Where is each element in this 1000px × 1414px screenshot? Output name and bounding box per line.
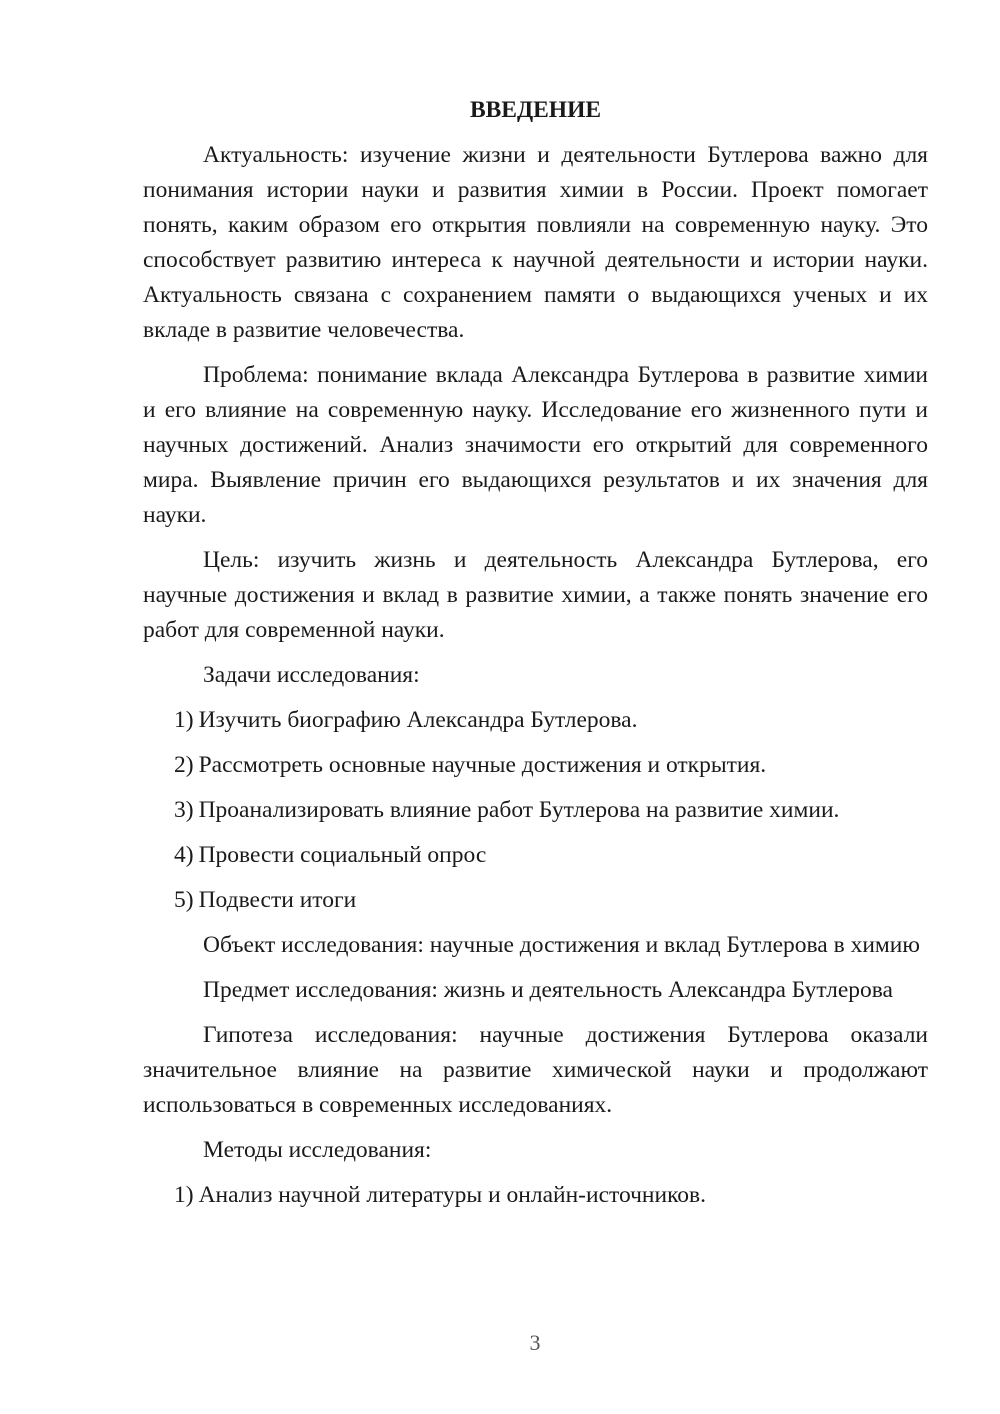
subject-paragraph: Предмет исследования: жизнь и деятельность Александра Бутлерова <box>203 977 893 1003</box>
list-item-text: Проанализировать влияние работ Бутлерова на развитие химии. <box>198 797 840 823</box>
object-paragraph: Объект исследования: научные достижения и вклад Бутлерова в химию <box>203 932 920 958</box>
list-item <box>143 1178 928 1213</box>
problem-paragraph: Проблема: понимание вклада Александра Бутлерова в развитие химии и его влияние на современную науку. Исследование его жизненного пути и научных достижений. Анализ значимости его открытий для современного мира. Выявление причин его выдающихся результатов и их значения для науки. <box>143 362 928 528</box>
list-item-text: Провести социальный опрос <box>198 842 487 868</box>
methods-list <box>143 1178 928 1213</box>
list-item-text: Рассмотреть основные научные достижения и открытия. <box>198 752 767 778</box>
list-item-number: 5) <box>174 887 194 913</box>
tasks-label: Задачи исследования: <box>203 662 420 688</box>
list-item <box>143 793 928 828</box>
tasks-list <box>143 703 928 918</box>
list-item <box>143 838 928 873</box>
list-item-number: 1) <box>174 707 194 733</box>
list-item-text: Изучить биографию Александра Бутлерова. <box>198 707 638 733</box>
section-heading: ВВЕДЕНИЕ <box>469 97 602 123</box>
list-item-number: 4) <box>174 842 194 868</box>
list-item-number: 2) <box>174 752 194 778</box>
list-item-number: 1) <box>174 1182 194 1208</box>
list-item-text: Анализ научной литературы и онлайн-источников. <box>198 1182 707 1208</box>
list-item-number: 3) <box>174 797 194 823</box>
list-item <box>143 703 928 738</box>
hypothesis-paragraph: Гипотеза исследования: научные достижения Бутлерова оказали значительное влияние на развитие химической науки и продолжают использоваться в современных исследованиях. <box>143 1022 928 1118</box>
relevance-paragraph: Актуальность: изучение жизни и деятельности Бутлерова важно для понимания истории науки и развития химии в России. Проект помогает понять, каким образом его открытия повлияли на современную науку. Это способствует развитию интереса к научной деятельности и истории науки. Актуальность связана с сохранением памяти о выдающихся ученых и их вкладе в развитие человечества. <box>143 142 928 343</box>
page-number: 3 <box>529 1330 541 1355</box>
methods-label: Методы исследования: <box>203 1137 432 1163</box>
page-content <box>143 93 928 1223</box>
list-item <box>143 883 928 918</box>
list-item-text: Подвести итоги <box>198 887 357 913</box>
list-item <box>143 748 928 783</box>
goal-paragraph: Цель: изучить жизнь и деятельность Александра Бутлерова, его научные достижения и вклад в развитие химии, а также понять значение его работ для современной науки. <box>143 547 928 643</box>
